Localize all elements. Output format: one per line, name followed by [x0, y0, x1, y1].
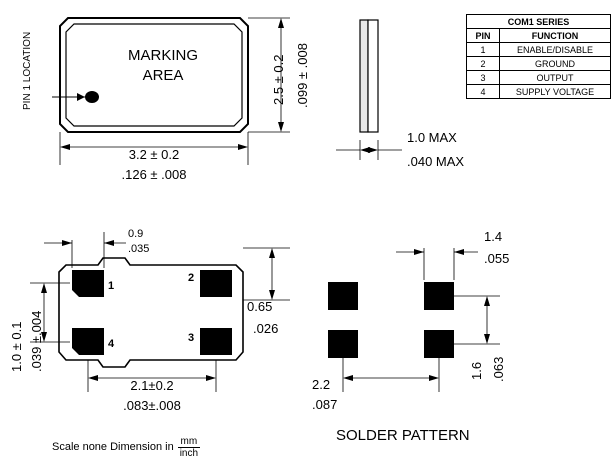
pad-pitch-y-mm: 0.65	[247, 299, 273, 314]
arrow-bh-t	[41, 283, 47, 293]
arrow-in-right	[368, 147, 378, 153]
arrow-22-l	[343, 375, 353, 381]
bottom-pad-2	[200, 270, 232, 297]
pad-width-inch: .035	[128, 243, 150, 255]
unit-fraction	[178, 436, 200, 459]
bottom-pad-4	[72, 328, 104, 355]
pad-pitch-y-inch: .026	[253, 321, 279, 336]
scale-text: Scale none Dimension in	[52, 441, 174, 454]
arrow-pitch-l	[88, 375, 98, 381]
pin-table-col-function: FUNCTION	[500, 29, 611, 43]
solder-pitch-x-mm: 2.2	[312, 377, 331, 392]
solder-pad-width-mm: 1.4	[484, 229, 503, 244]
bottom-pad-3	[200, 328, 232, 355]
arrow-bottom	[278, 122, 284, 132]
pin-number: 2	[467, 57, 500, 71]
solder-pad-3	[328, 330, 358, 358]
pin-number: 1	[467, 43, 500, 57]
pin-function: ENABLE/DISABLE	[500, 43, 611, 57]
pin-table-header: COM1 SERIES	[467, 15, 611, 29]
bottom-pin-number-1: 1	[108, 280, 115, 292]
solder-pad-1	[328, 282, 358, 310]
pad-pitch-x-mm: 2.1±0.2	[130, 378, 174, 393]
side-view-body	[360, 20, 368, 132]
body-height-mm: 1.0 ± 0.1	[9, 321, 24, 372]
pin-function: OUTPUT	[500, 71, 611, 85]
arrow-14-a	[414, 249, 424, 255]
solder-pattern-title: SOLDER PATTERN	[336, 427, 470, 444]
arrow-left	[60, 144, 70, 150]
pad-width-mm: 0.9	[128, 228, 144, 240]
unit-numerator: mm	[178, 436, 200, 448]
top-height-inch: .099 ± .008	[295, 43, 310, 108]
arrow-top	[278, 18, 284, 28]
solder-pad-4	[424, 330, 454, 358]
top-width-inch: .126 ± .008	[121, 167, 187, 182]
arrow-16-t	[484, 296, 490, 306]
arrow-pad-b	[104, 240, 114, 246]
arrow-14-b	[454, 249, 464, 255]
arrow-pad-a	[62, 240, 72, 246]
pin-table-col-pin: PIN	[467, 29, 500, 43]
top-height-mm: 2.5 ± 0.2	[271, 54, 286, 105]
arrow-16-b	[484, 334, 490, 344]
pin1-location-label: PIN 1 LOCATION	[22, 31, 33, 110]
pin-number: 4	[467, 85, 500, 99]
arrow-065-t	[269, 248, 275, 258]
side-view-body-2	[368, 20, 378, 132]
pin1-marker-dot	[85, 91, 99, 103]
footer-note	[52, 436, 200, 459]
solder-pitch-y-mm: 1.6	[469, 361, 484, 380]
solder-pad-2	[424, 282, 454, 310]
side-thickness-inch: .040 MAX	[407, 154, 465, 169]
solder-pitch-y-inch: .063	[491, 356, 506, 382]
arrow-22-r	[429, 375, 439, 381]
marking-area-line1: MARKING	[127, 47, 198, 64]
arrow-right	[238, 144, 248, 150]
pin-function: SUPPLY VOLTAGE	[500, 85, 611, 99]
bottom-pin-number-3: 3	[188, 332, 195, 344]
bottom-pin-number-4: 4	[108, 338, 115, 350]
unit-denominator: inch	[179, 448, 199, 459]
marking-area-line2: AREA	[142, 67, 184, 84]
side-thickness-mm: 1.0 MAX	[407, 130, 457, 145]
bottom-pad-1	[72, 270, 104, 297]
pin-function: GROUND	[500, 57, 611, 71]
top-width-mm: 3.2 ± 0.2	[128, 147, 180, 162]
bottom-pin-number-2: 2	[188, 272, 195, 284]
arrow-pitch-r	[206, 375, 216, 381]
pad-pitch-x-inch: .083±.008	[123, 398, 181, 413]
pin-number: 3	[467, 71, 500, 85]
solder-pad-width-inch: .055	[484, 251, 510, 266]
body-height-inch: .039 ±.004	[29, 310, 44, 372]
solder-pitch-x-inch: .087	[312, 397, 338, 412]
